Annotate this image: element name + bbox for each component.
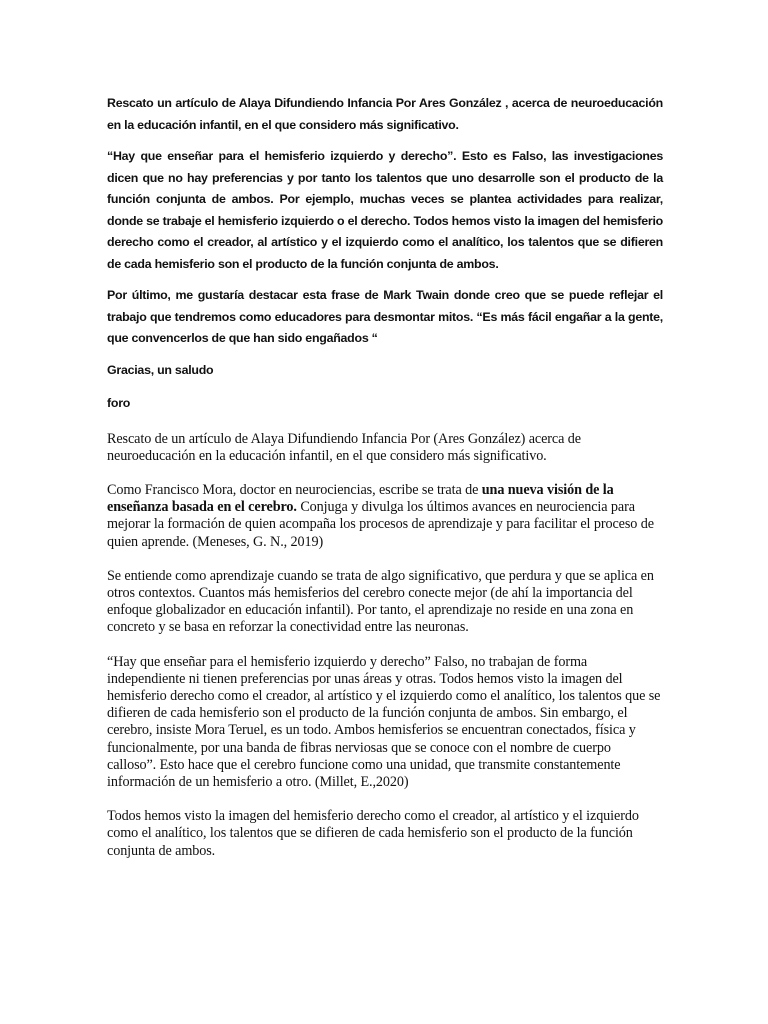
mora-text-start: Como Francisco Mora, doctor en neurociencias, escribe se trata de bbox=[107, 481, 482, 498]
conclusion-paragraph: Todos hemos visto la imagen del hemisferio derecho como el creador, al artístico y el izquierdo como el analítico, los talentos que se difieren de cada hemisferio son el producto de la función conjunta de ambos. bbox=[107, 808, 639, 859]
forum-post-section bbox=[107, 93, 663, 415]
mora-text-end: Conjuga y divulga los últimos avances en neurociencia para mejorar la formación de quien acompaña los procesos de aprendizaje y para facilitar el proceso de quien aprende. (Meneses, G. N., 2019) bbox=[107, 499, 654, 550]
intro-paragraph: Rescato un artículo de Alaya Difundiendo Infancia Por Ares González , acerca de neuroeducación en la educación infantil, en el que considero más significativo. bbox=[107, 96, 663, 132]
forum-label: foro bbox=[107, 396, 131, 410]
greeting-line: Gracias, un saludo bbox=[107, 362, 214, 377]
hemisphere-paragraph: “Hay que enseñar para el hemisferio izquierdo y derecho” Falso, no trabajan de forma independiente ni tienen preferencias por unas áreas y otras. Todos hemos visto la imagen del hemisferio derecho como el creador, al artístico y el izquierdo como el analítico, los talentos que se difieren de cada hemisferio son el producto de la función conjunta de ambos. Sin embargo, el cerebro, insiste Mora Teruel, es un todo. Ambos hemisferios se encuentran conectados, física y funcionalmente, por una banda de fibras nerviosas que se conoce con el nombre de cuerpo calloso”. Esto hace que el cerebro funcione como una unidad, que transmite constantemente información de un hemisferio a otro. (Millet, E.,2020) bbox=[107, 653, 661, 790]
learning-paragraph: Se entiende como aprendizaje cuando se trata de algo significativo, que perdura y que se aplica en otros contextos. Cuantos más hemisferios del cerebro conecte mejor (de ahí la importancia del enfoque globalizador en educación infantil). Por tanto, el aprendizaje no reside en una zona en concreto y se basa en reforzar la conectividad entre las neuronas. bbox=[107, 567, 654, 636]
mora-bold-phrase: una nueva visión de la enseñanza basada en el cerebro. bbox=[107, 481, 614, 516]
essay-intro-paragraph: Rescato de un artículo de Alaya Difundiendo Infancia Por (Ares González) acerca de neuroeducación en la educación infantil, en el que considero más significativo. bbox=[107, 430, 581, 464]
document-page bbox=[107, 93, 663, 877]
mora-paragraph bbox=[107, 482, 663, 551]
twain-quote-paragraph: Por último, me gustaría destacar esta frase de Mark Twain donde creo que se puede reflejar el trabajo que tendremos como educadores para desmontar mitos. “Es más fácil engañar a la gente, que convencerlos de que han sido engañados “ bbox=[107, 288, 663, 345]
myth-paragraph: “Hay que enseñar para el hemisferio izquierdo y derecho”. Esto es Falso, las investigaciones dicen que no hay preferencias y por tanto los talentos que uno desarrolle son el producto de la función conjunta de ambos. Por ejemplo, muchas veces se plantea actividades para realizar, donde se trabaje el hemisferio izquierdo o el derecho. Todos hemos visto la imagen del hemisferio derecho como el creador, al artístico y el izquierdo como el analítico, los talentos que se difieren de cada hemisferio son el producto de la función conjunta de ambos. bbox=[107, 149, 663, 271]
essay-section bbox=[107, 431, 663, 860]
